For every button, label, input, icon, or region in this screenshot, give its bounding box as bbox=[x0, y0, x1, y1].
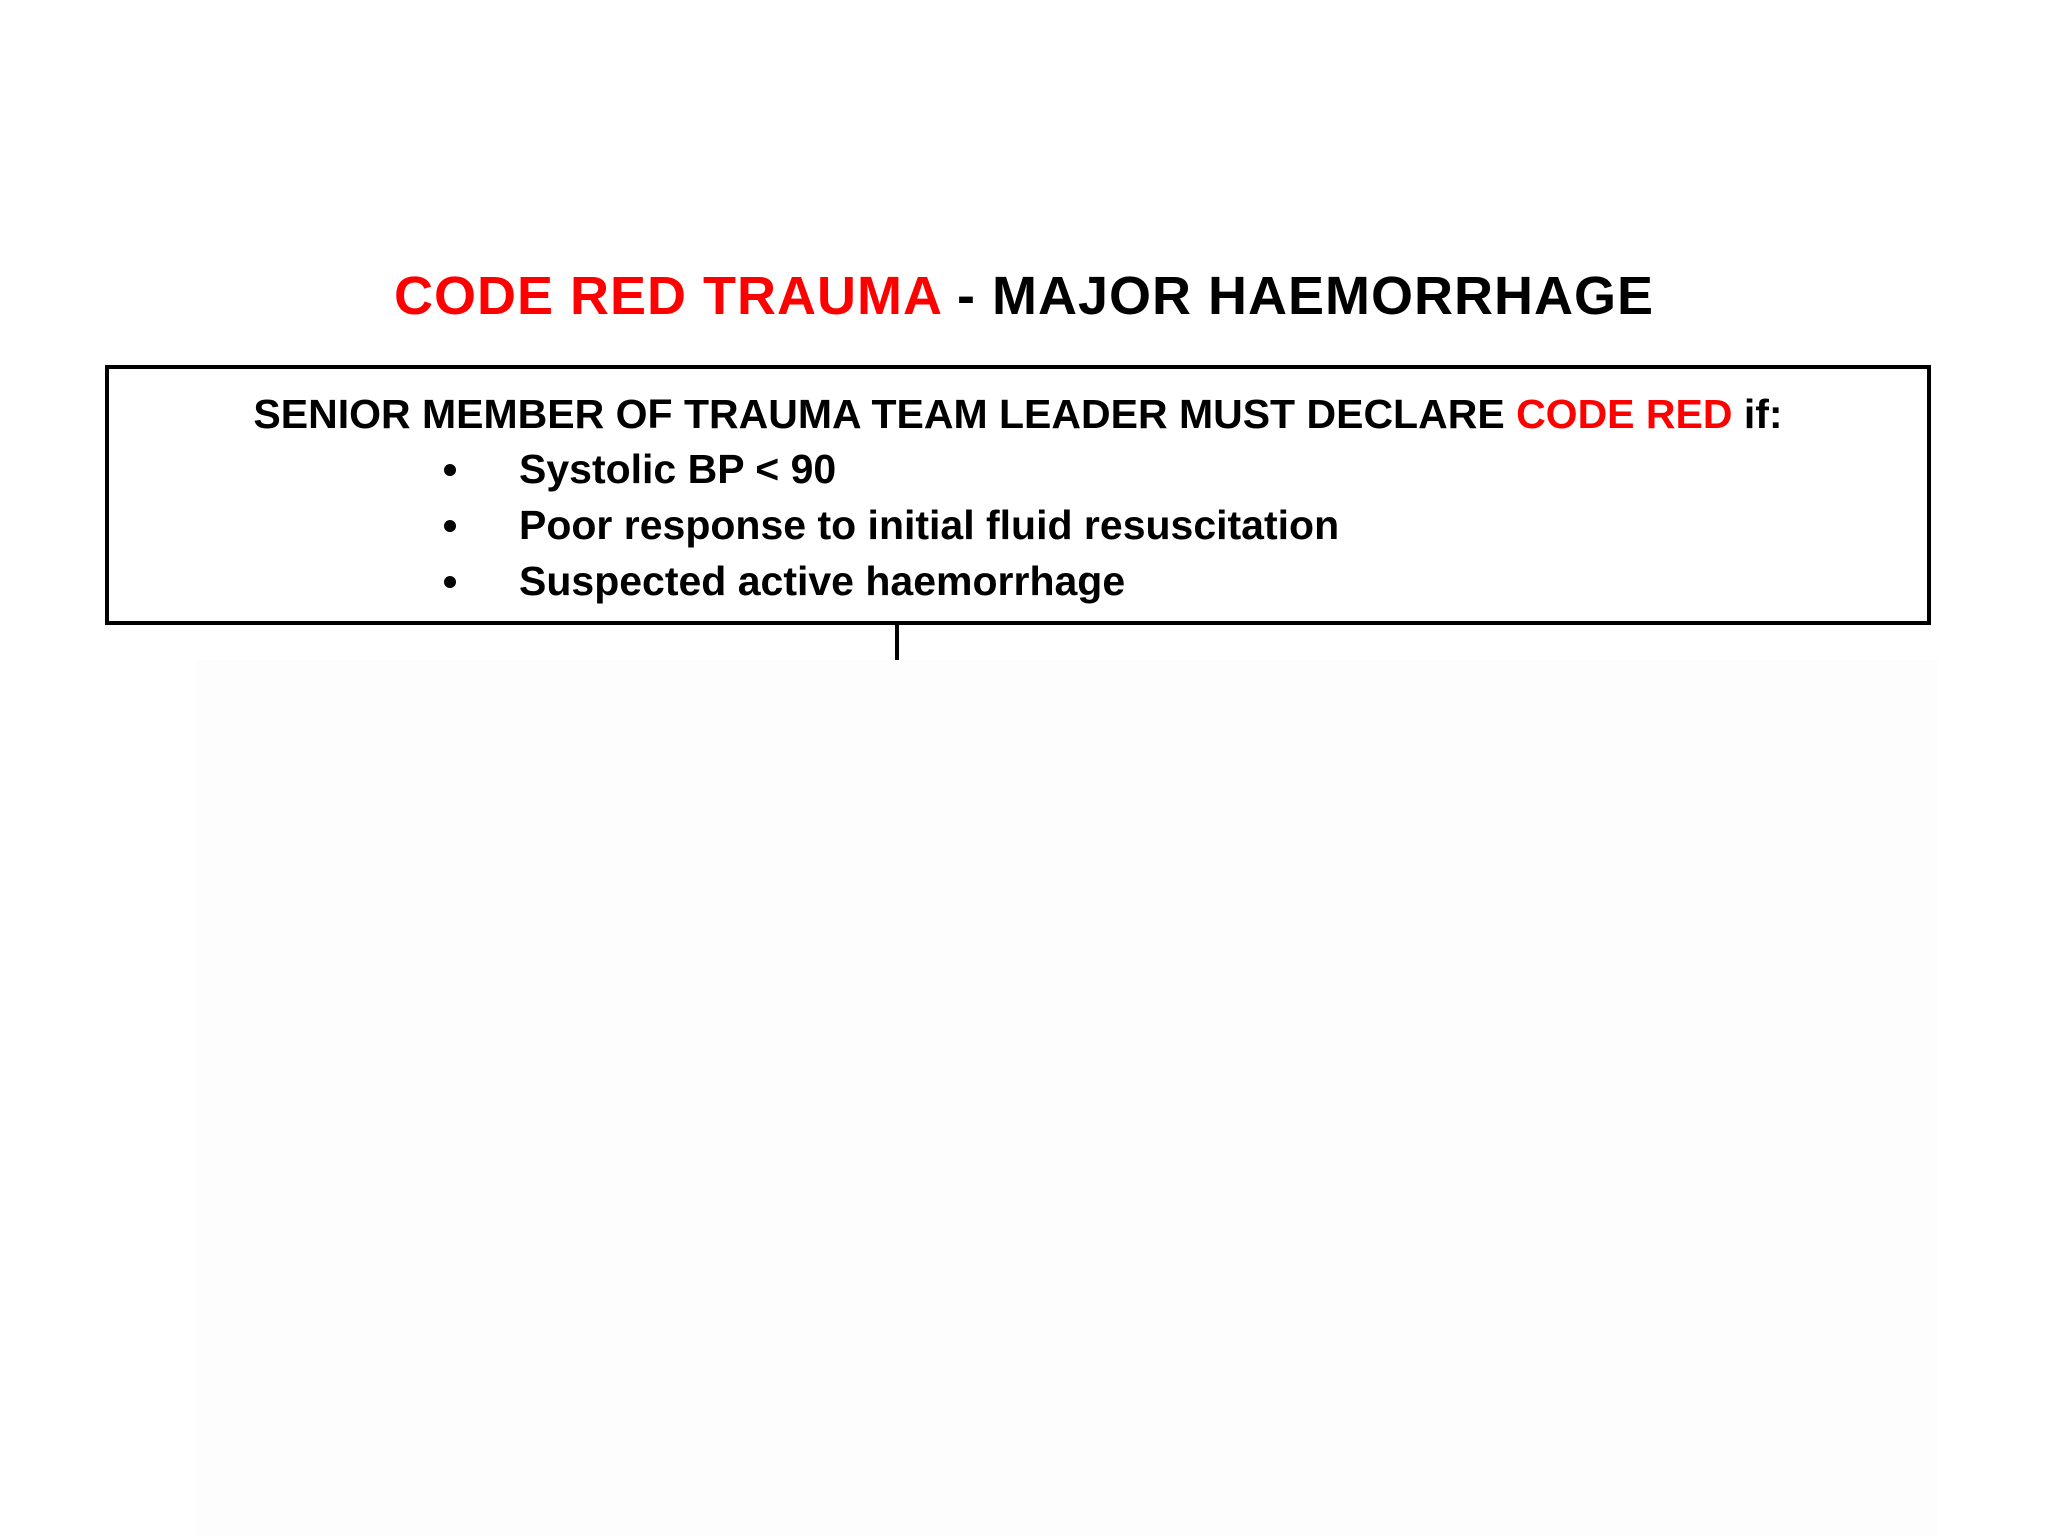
slide-backdrop bbox=[196, 660, 1938, 1536]
criteria-item-text: Poor response to initial fluid resuscitation bbox=[519, 502, 1340, 548]
criteria-header-code-red: CODE RED bbox=[1516, 391, 1733, 437]
criteria-item-text: Suspected active haemorrhage bbox=[519, 558, 1126, 604]
bullet-dot bbox=[444, 464, 456, 476]
criteria-header-suffix: if: bbox=[1732, 391, 1783, 437]
title-code-red: CODE RED TRAUMA bbox=[394, 266, 941, 326]
criteria-box bbox=[105, 365, 1931, 625]
bullet-dot bbox=[444, 576, 456, 588]
criteria-header-prefix: SENIOR MEMBER OF TRAUMA TEAM LEADER MUST DECLARE bbox=[253, 391, 1517, 437]
page-title bbox=[0, 262, 2048, 330]
flow-connector-line bbox=[895, 625, 899, 660]
criteria-header bbox=[109, 389, 1927, 439]
title-major-haemorrhage: - MAJOR HAEMORRHAGE bbox=[940, 266, 1654, 326]
criteria-item-text: Systolic BP < 90 bbox=[519, 446, 837, 492]
bullet-dot bbox=[444, 520, 456, 532]
